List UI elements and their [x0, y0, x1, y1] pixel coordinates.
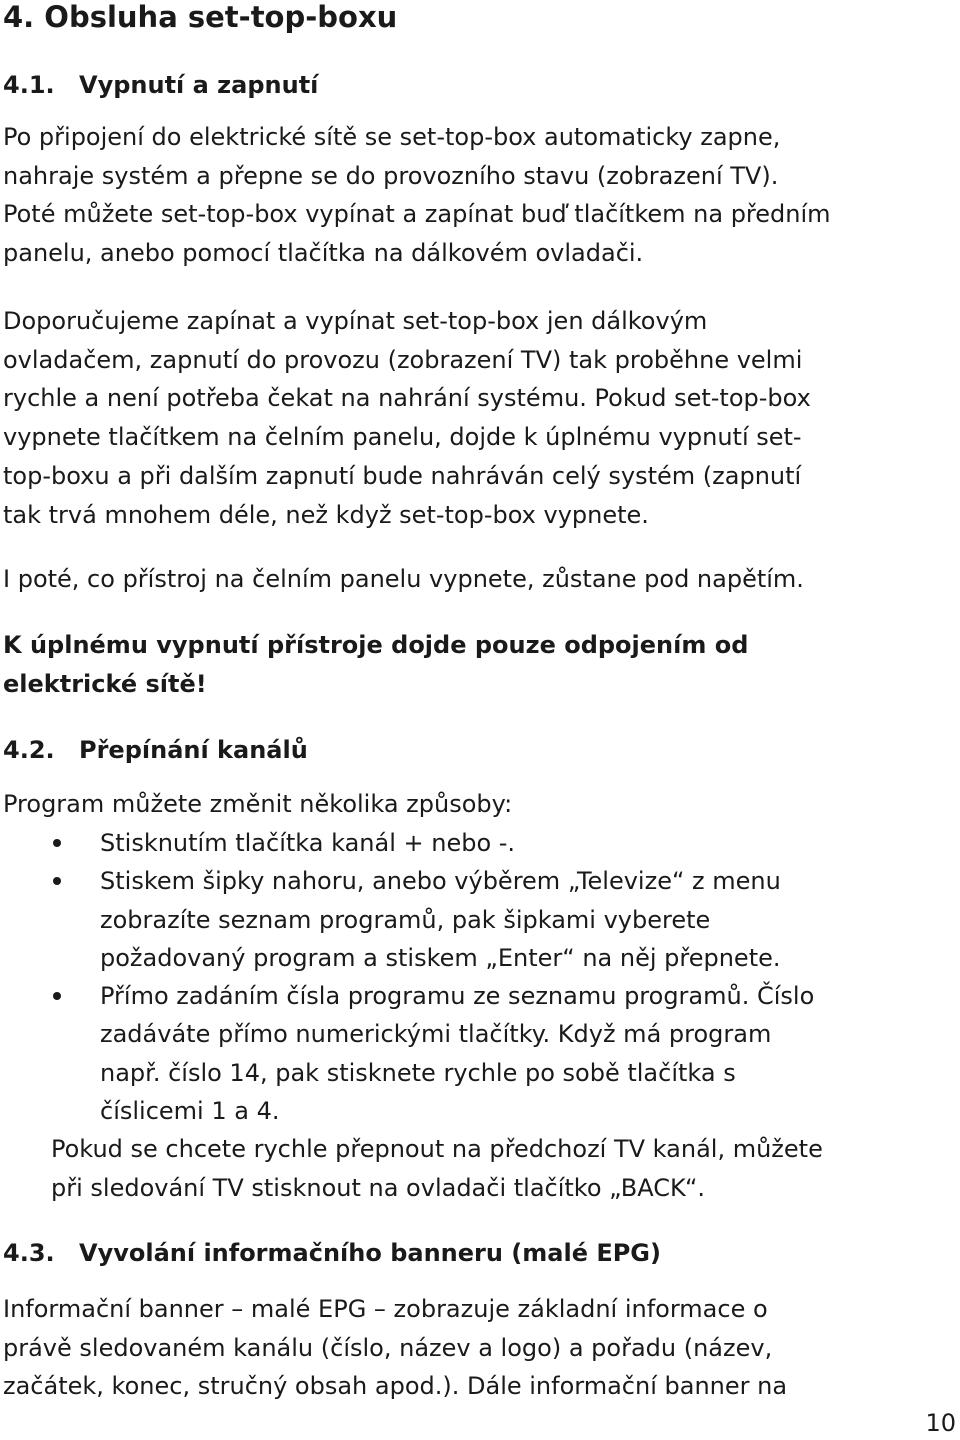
paragraph-power-on — [3, 118, 948, 273]
text-line: právě sledovaném kanálu (číslo, název a logo) a pořadu (název, — [3, 1333, 773, 1362]
text-line: Informační banner – malé EPG – zobrazuje základní informace o — [3, 1295, 768, 1323]
text-line: K úplnému vypnutí přístroje dojde pouze odpojením od — [3, 631, 749, 659]
list-item — [3, 862, 948, 977]
bullet-icon — [53, 877, 61, 885]
text-line: Poté můžete set-top-box vypínat a zapínat buď tlačítkem na předním — [3, 200, 831, 229]
text-line: začátek, konec, stručný obsah apod.). Dále informační banner na — [3, 1372, 788, 1401]
text-line: zadáváte přímo numerickými tlačítky. Když má program — [100, 1020, 772, 1049]
text-line: zobrazíte seznam programů, pak šipkami vyberete — [100, 905, 711, 934]
text-line: rychle a není potřeba čekat na nahrání systému. Pokud set-top-box — [3, 384, 811, 413]
text-line: Stisknutím tlačítka kanál + nebo -. — [100, 829, 516, 857]
paragraph-info-banner — [3, 1290, 948, 1406]
bullet-icon — [53, 992, 61, 1000]
section-heading-4-2 — [3, 735, 308, 765]
text-line: Program můžete změnit několika způsoby: — [3, 790, 513, 818]
text-line: elektrické sítě! — [3, 669, 207, 698]
channel-methods-list — [3, 824, 948, 1130]
paragraph-back-button — [51, 1130, 951, 1207]
text-line: Přímo zadáním čísla programu ze seznamu programů. Číslo — [100, 982, 815, 1011]
section-title: Přepínání kanálů — [79, 736, 308, 764]
text-line: při sledování TV stisknout na ovladači tlačítko „BACK“. — [51, 1173, 706, 1202]
bullet-icon — [53, 839, 61, 847]
list-item — [3, 824, 948, 862]
text-line: Pokud se chcete rychle přepnout na předchozí TV kanál, můžete — [51, 1135, 823, 1163]
section-number: 4.3. — [3, 1239, 55, 1267]
text-line: číslicemi 1 a 4. — [100, 1097, 280, 1126]
text-line: požadovaný program a stiskem „Enter“ na něj přepnete. — [100, 943, 781, 972]
text-line: vypnete tlačítkem na čelním panelu, dojde k úplnému vypnutí set- — [3, 423, 802, 452]
section-number: 4.2. — [3, 736, 55, 764]
text-line: I poté, co přístroj na čelním panelu vypnete, zůstane pod napětím. — [3, 565, 804, 593]
text-line: panelu, anebo pomocí tlačítka na dálkovém ovladači. — [3, 239, 644, 268]
paragraph-voltage-note — [3, 560, 948, 599]
text-line: Doporučujeme zapínat a vypínat set-top-box jen dálkovým — [3, 307, 708, 335]
paragraph-recommendation — [3, 302, 948, 534]
text-line: ovladačem, zapnutí do provozu (zobrazení TV) tak proběhne velmi — [3, 345, 803, 374]
chapter-title: 4. Obsluha set-top-boxu — [3, 0, 398, 34]
text-line: nahraje systém a přepne se do provozního stavu (zobrazení TV). — [3, 161, 779, 190]
section-heading-4-1 — [3, 70, 318, 100]
text-line: Stiskem šipky nahoru, anebo výběrem „Televize“ z menu — [100, 867, 781, 896]
text-line: např. číslo 14, pak stisknete rychle po sobě tlačítka s — [100, 1058, 736, 1087]
section-heading-4-3 — [3, 1238, 661, 1268]
paragraph-channel-intro — [3, 785, 948, 824]
text-line: top-boxu a při dalším zapnutí bude nahráván celý systém (zapnutí — [3, 461, 802, 490]
list-item — [3, 977, 948, 1130]
section-title: Vypnutí a zapnutí — [79, 71, 319, 99]
text-line: tak trvá mnohem déle, než když set-top-box vypnete. — [3, 500, 649, 529]
section-title: Vyvolání informačního banneru (malé EPG) — [79, 1239, 661, 1267]
section-number: 4.1. — [3, 71, 55, 99]
text-line: Po připojení do elektrické sítě se set-top-box automaticky zapne, — [3, 123, 781, 151]
warning-text — [3, 626, 948, 703]
page-number: 10 — [925, 1409, 956, 1437]
